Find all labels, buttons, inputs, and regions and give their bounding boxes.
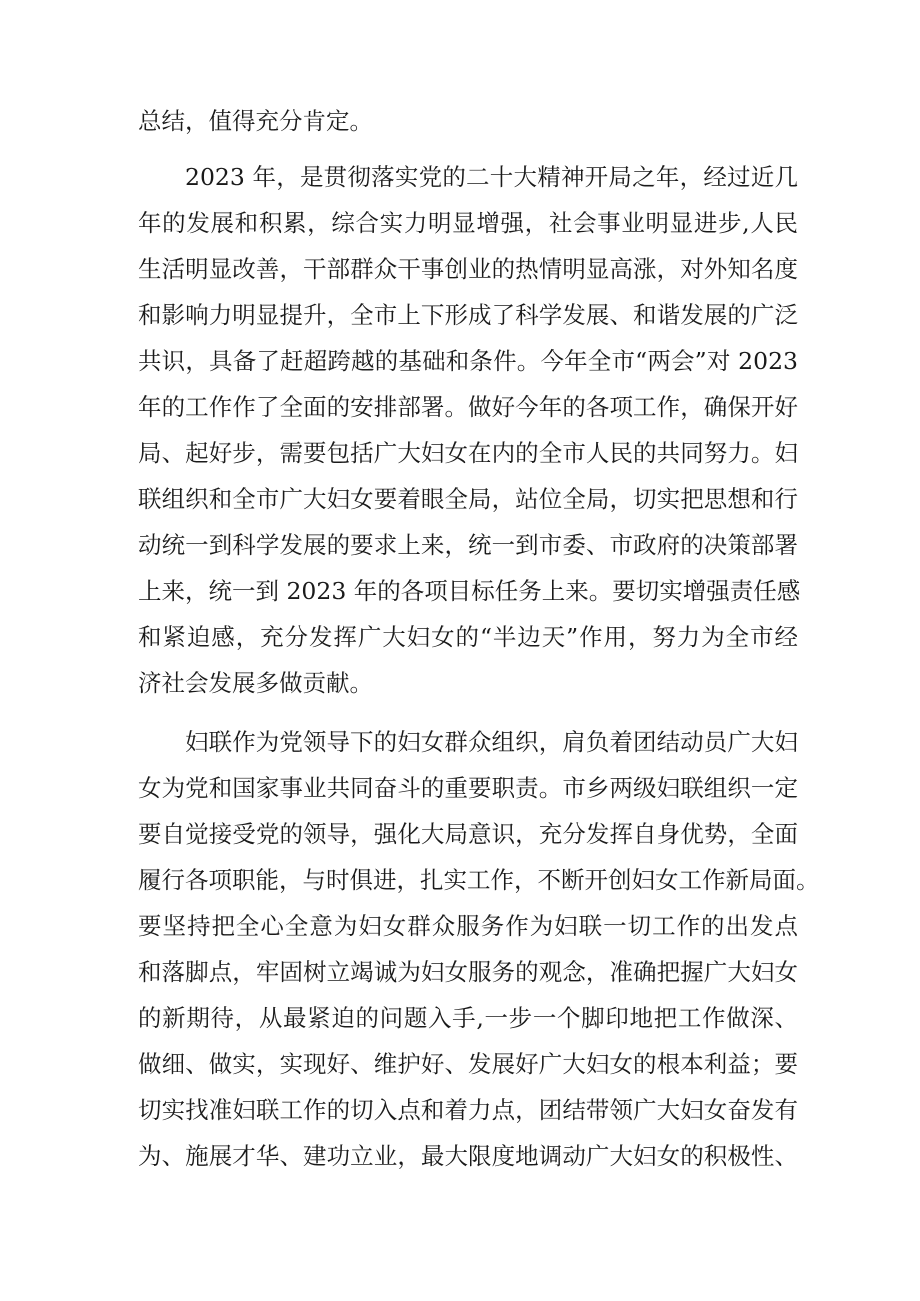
paragraph-womens-federation bbox=[138, 719, 820, 1179]
text-line: 济社会发展多做贡献。 bbox=[138, 669, 373, 697]
text-line: 动统一到科学发展的要求上来，统一到市委、市政府的决策部署 bbox=[138, 531, 798, 559]
text-line: 要坚持把全心全意为妇女群众服务作为妇联一切工作的出发点 bbox=[138, 912, 798, 940]
text-line: 和紧迫感，充分发挥广大妇女的“半边天”作用，努力为全市经 bbox=[138, 623, 798, 651]
text-line: 共识，具备了赶超跨越的基础和条件。今年全市“两会”对 2023 bbox=[138, 347, 798, 375]
text-line: 年的工作作了全面的安排部署。做好今年的各项工作，确保开好 bbox=[138, 393, 798, 421]
text-line: 妇联作为党领导下的妇女群众组织，肩负着团结动员广大妇 bbox=[185, 728, 798, 756]
text-line: 总结，值得充分肯定。 bbox=[138, 107, 373, 135]
text-line: 和落脚点，牢固树立竭诚为妇女服务的观念，准确把握广大妇女 bbox=[138, 958, 798, 986]
text-line: 为、施展才华、建功立业，最大限度地调动广大妇女的积极性、 bbox=[138, 1142, 798, 1170]
paragraph-continuation bbox=[138, 98, 798, 144]
text-line: 和影响力明显提升，全市上下形成了科学发展、和谐发展的广泛 bbox=[138, 301, 798, 329]
text-line: 做细、做实，实现好、维护好、发展好广大妇女的根本利益；要 bbox=[138, 1050, 798, 1078]
text-line: 联组织和全市广大妇女要着眼全局，站位全局，切实把思想和行 bbox=[138, 485, 798, 513]
text-line: 2023 年，是贯彻落实党的二十大精神开局之年，经过近几 bbox=[185, 163, 798, 191]
text-line: 局、起好步，需要包括广大妇女在内的全市人民的共同努力。妇 bbox=[138, 439, 798, 467]
text-line: 要自觉接受党的领导，强化大局意识，充分发挥自身优势，全面 bbox=[138, 820, 798, 848]
text-line: 女为党和国家事业共同奋斗的重要职责。市乡两级妇联组织一定 bbox=[138, 774, 798, 802]
text-line: 年的发展和积累，综合实力明显增强，社会事业明显进步,人民 bbox=[138, 209, 798, 237]
text-line: 的新期待，从最紧迫的问题入手,一步一个脚印地把工作做深、 bbox=[138, 1004, 798, 1032]
text-line: 生活明显改善，干部群众干事创业的热情明显高涨，对外知名度 bbox=[138, 255, 798, 283]
text-line: 切实找准妇联工作的切入点和着力点，团结带领广大妇女奋发有 bbox=[138, 1096, 798, 1124]
text-line: 上来，统一到 2023 年的各项目标任务上来。要切实增强责任感 bbox=[138, 577, 801, 605]
text-line: 履行各项职能，与时俱进，扎实工作，不断开创妇女工作新局面。 bbox=[138, 866, 820, 894]
paragraph-2023-work bbox=[138, 154, 801, 706]
